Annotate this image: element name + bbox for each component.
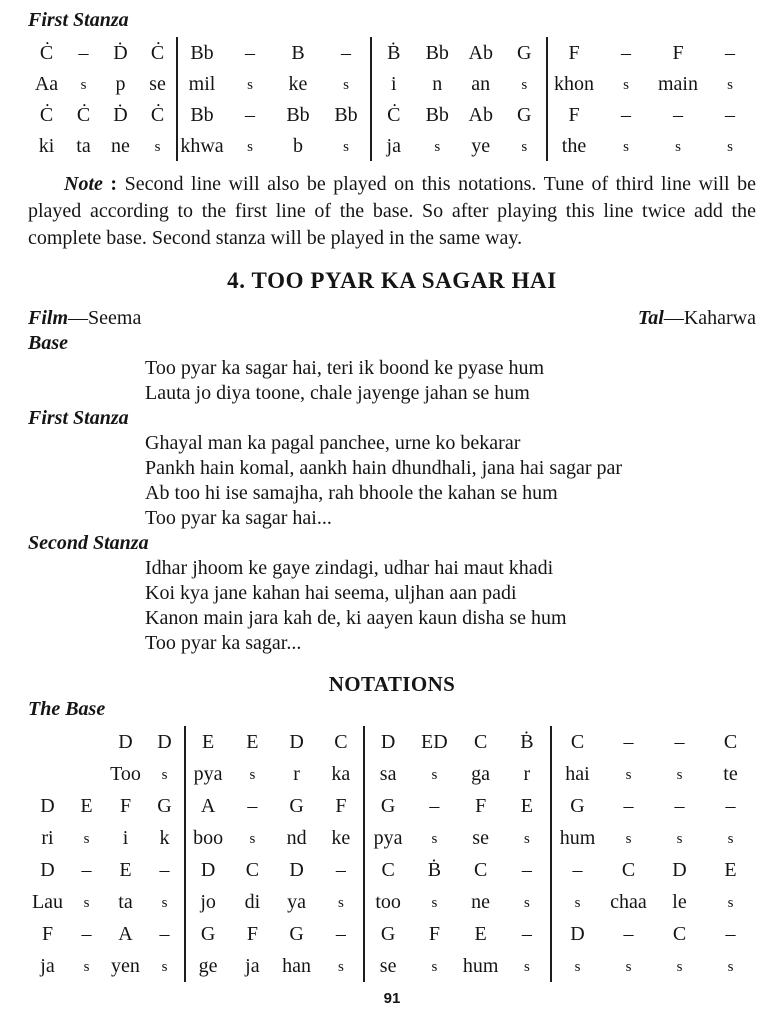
notes-row bbox=[372, 37, 546, 68]
lyric-cell: k bbox=[159, 827, 170, 849]
notes-row bbox=[28, 37, 176, 68]
lyric-cell: ke bbox=[288, 72, 308, 95]
notes-row bbox=[372, 99, 546, 130]
lyric-cell: nd bbox=[286, 827, 307, 849]
lyric-cell: s bbox=[161, 895, 168, 911]
note-cell: – bbox=[159, 859, 170, 881]
note-cell: C bbox=[334, 731, 348, 753]
note-cell: G bbox=[517, 41, 532, 64]
note-cell: D bbox=[672, 859, 687, 881]
lyric-cell: main bbox=[658, 72, 698, 95]
lyric-cell: ne bbox=[471, 891, 491, 913]
lyric-cell: s bbox=[431, 767, 438, 783]
lyrics-row bbox=[372, 68, 546, 99]
note-cell: – bbox=[623, 795, 634, 817]
note-cell: Ċ bbox=[76, 103, 91, 126]
lyric-cell: se bbox=[472, 827, 489, 849]
lyric-cell: s bbox=[249, 767, 256, 783]
lyric-cell: s bbox=[249, 831, 256, 847]
lyric-cell: s bbox=[431, 959, 438, 975]
tal-label: Tal bbox=[637, 307, 664, 329]
lyrics-row bbox=[186, 950, 363, 982]
lyric-cell: s bbox=[523, 959, 530, 975]
note-cell: D bbox=[118, 731, 133, 753]
note-cell: E bbox=[724, 859, 737, 881]
note-cell: Ḃ bbox=[427, 859, 442, 881]
lyrics-row bbox=[552, 950, 756, 982]
note-cell: Ḃ bbox=[387, 41, 401, 64]
lyric-cell: ri bbox=[41, 827, 54, 849]
lyrics-row bbox=[28, 886, 184, 918]
lyric-line: Pankh hain komal, aankh hain dhundhali, jana hai sagar par bbox=[145, 457, 623, 479]
note-cell: – bbox=[673, 103, 683, 126]
note-cell bbox=[28, 726, 67, 758]
measure-1 bbox=[28, 37, 178, 161]
lyric-cell bbox=[28, 758, 67, 790]
note-cell: – bbox=[674, 731, 685, 753]
measure-3 bbox=[365, 726, 552, 982]
film-tal-line bbox=[28, 306, 756, 331]
note-cell: C bbox=[621, 859, 636, 881]
lyrics-row bbox=[186, 886, 363, 918]
notes-row bbox=[186, 790, 363, 822]
note-cell: E bbox=[119, 859, 132, 881]
note-cell: Ċ bbox=[39, 41, 54, 64]
note-cell: Bb bbox=[190, 41, 214, 64]
lyric-cell: s bbox=[161, 767, 168, 783]
notes-row bbox=[28, 99, 176, 130]
lyric-cell: s bbox=[431, 895, 438, 911]
note-cell: F bbox=[428, 923, 440, 945]
lyric-cell: s bbox=[80, 76, 87, 93]
lyric-cell: s bbox=[523, 895, 530, 911]
lyric-cell: s bbox=[521, 76, 528, 93]
note-cell: G bbox=[289, 923, 304, 945]
note-cell: – bbox=[335, 859, 346, 881]
note-cell: – bbox=[247, 795, 258, 817]
lyric-cell: s bbox=[83, 831, 90, 847]
tal-info bbox=[638, 306, 756, 331]
note-cell: Ḋ bbox=[113, 41, 128, 64]
lyric-cell: khon bbox=[554, 72, 594, 95]
notations-heading: NOTATIONS bbox=[328, 672, 456, 696]
note-cell: – bbox=[674, 795, 685, 817]
lyric-cell: le bbox=[672, 891, 687, 913]
lyrics-row bbox=[365, 822, 550, 854]
lyric-cell: s bbox=[676, 767, 683, 783]
note-cell: G bbox=[517, 103, 532, 126]
lyric-cell: Too bbox=[110, 763, 141, 785]
note-cell bbox=[67, 726, 106, 758]
lyric-cell: s bbox=[247, 76, 253, 93]
lyric-cell: b bbox=[293, 134, 303, 157]
note-cell: – bbox=[623, 731, 634, 753]
note-cell: C bbox=[245, 859, 260, 881]
notes-row bbox=[178, 37, 370, 68]
note-label: Note : bbox=[64, 173, 125, 195]
lyric-cell: ga bbox=[471, 763, 491, 785]
measure-2 bbox=[186, 726, 365, 982]
base-notation-table bbox=[28, 726, 756, 982]
film-info bbox=[28, 306, 141, 331]
lyric-line: Koi kya jane kahan hai seema, uljhan aan padi bbox=[145, 582, 517, 604]
notes-row bbox=[552, 726, 756, 758]
note-cell: – bbox=[521, 923, 532, 945]
lyric-cell: hum bbox=[559, 827, 596, 849]
notes-row bbox=[552, 854, 756, 886]
note-cell: ED bbox=[421, 731, 448, 753]
note-cell: Ċ bbox=[150, 103, 165, 126]
note-cell: – bbox=[335, 923, 346, 945]
note-cell: – bbox=[245, 41, 255, 64]
notes-row bbox=[28, 854, 184, 886]
note-cell: F bbox=[246, 923, 258, 945]
note-cell: E bbox=[474, 923, 487, 945]
notes-row bbox=[28, 726, 184, 758]
notes-row bbox=[548, 99, 756, 130]
lyric-line: Too pyar ka sagar... bbox=[145, 632, 302, 654]
note-cell: E bbox=[246, 731, 259, 753]
lyric-cell: han bbox=[282, 955, 312, 977]
lyric-cell: s bbox=[83, 959, 90, 975]
lyric-cell: pya bbox=[193, 763, 223, 785]
first-stanza-notation-table bbox=[28, 37, 756, 161]
note-cell: – bbox=[78, 41, 89, 64]
tal-dash: — bbox=[663, 307, 684, 329]
lyric-cell: s bbox=[83, 895, 90, 911]
lyric-cell: ka bbox=[331, 763, 351, 785]
note-cell: Ab bbox=[468, 103, 493, 126]
first-stanza-lyrics bbox=[145, 431, 756, 531]
note-cell: F bbox=[119, 795, 132, 817]
lyrics-row bbox=[28, 68, 176, 99]
notes-row bbox=[365, 790, 550, 822]
lyric-cell: p bbox=[115, 72, 126, 95]
note-cell: F bbox=[41, 923, 54, 945]
lyric-cell: khwa bbox=[180, 134, 224, 157]
lyric-cell: s bbox=[431, 831, 438, 847]
note-text: Second line will also be played on this notations. Tune of third line will be played according to the first line of the base. So after playing this line twice add the complete base. Second stanza will be played in the same way. bbox=[28, 173, 756, 249]
second-stanza-heading: Second Stanza bbox=[28, 532, 149, 554]
lyric-cell: jo bbox=[200, 891, 216, 913]
lyrics-row bbox=[178, 130, 370, 161]
note-paragraph bbox=[28, 171, 756, 252]
lyrics-row bbox=[178, 68, 370, 99]
note-cell: Bb bbox=[190, 103, 214, 126]
note-cell: D bbox=[289, 859, 304, 881]
tal-value: Kaharwa bbox=[683, 307, 756, 329]
lyric-cell: an bbox=[471, 72, 491, 95]
lyric-cell: ya bbox=[287, 891, 307, 913]
note-cell: F bbox=[475, 795, 487, 817]
lyric-cell: s bbox=[727, 831, 734, 847]
lyric-cell: s bbox=[574, 895, 581, 911]
lyrics-row bbox=[548, 130, 756, 161]
film-value: Seema bbox=[88, 307, 142, 329]
note-cell: G bbox=[289, 795, 304, 817]
lyric-cell: s bbox=[625, 831, 632, 847]
lyric-line: Too pyar ka sagar hai... bbox=[145, 507, 332, 529]
lyric-line: Idhar jhoom ke gaye zindagi, udhar hai maut khadi bbox=[145, 557, 554, 579]
lyric-cell: se bbox=[379, 955, 397, 977]
note-cell: E bbox=[80, 795, 93, 817]
note-cell: – bbox=[725, 41, 735, 64]
lyric-cell: s bbox=[343, 138, 349, 155]
lyric-cell: s bbox=[337, 959, 344, 975]
measure-3 bbox=[372, 37, 548, 161]
notes-row bbox=[178, 99, 370, 130]
note-cell: G bbox=[200, 923, 216, 945]
lyric-cell: r bbox=[523, 763, 531, 785]
lyric-cell: ta bbox=[76, 134, 91, 157]
top-first-stanza-heading: First Stanza bbox=[28, 9, 129, 31]
note-cell: D bbox=[570, 923, 585, 945]
note-cell: – bbox=[725, 103, 735, 126]
lyric-cell: s bbox=[247, 138, 253, 155]
note-cell: A bbox=[200, 795, 216, 817]
note-cell: C bbox=[570, 731, 585, 753]
lyric-cell: s bbox=[727, 895, 734, 911]
lyric-cell: ge bbox=[198, 955, 218, 977]
note-cell: – bbox=[159, 923, 170, 945]
note-cell: D bbox=[40, 859, 55, 881]
lyric-cell: s bbox=[625, 959, 632, 975]
note-cell: G bbox=[380, 795, 396, 817]
lyrics-row bbox=[372, 130, 546, 161]
note-cell: – bbox=[572, 859, 583, 881]
lyric-line: Ghayal man ka pagal panchee, urne ko bekarar bbox=[145, 432, 521, 454]
lyric-cell: s bbox=[727, 76, 733, 93]
lyrics-row bbox=[365, 758, 550, 790]
note-cell: – bbox=[621, 103, 631, 126]
notes-row bbox=[365, 854, 550, 886]
lyric-cell: te bbox=[723, 763, 738, 785]
note-cell: Ċ bbox=[39, 103, 54, 126]
note-cell: C bbox=[723, 731, 738, 753]
lyric-cell: di bbox=[244, 891, 261, 913]
note-cell: C bbox=[473, 731, 488, 753]
note-cell: C bbox=[672, 923, 687, 945]
lyric-cell: hum bbox=[462, 955, 499, 977]
note-cell: Ċ bbox=[150, 41, 165, 64]
lyrics-row bbox=[552, 886, 756, 918]
lyric-cell: s bbox=[337, 895, 344, 911]
lyric-cell: s bbox=[623, 76, 629, 93]
second-stanza-lyrics bbox=[145, 556, 756, 656]
note-cell: G bbox=[157, 795, 172, 817]
note-cell: – bbox=[623, 923, 634, 945]
note-cell: C bbox=[381, 859, 395, 881]
lyrics-row bbox=[186, 822, 363, 854]
measure-4 bbox=[548, 37, 756, 161]
song-title: 4. TOO PYAR KA SAGAR HAI bbox=[227, 268, 557, 293]
notes-row bbox=[365, 726, 550, 758]
measure-4 bbox=[552, 726, 756, 982]
note-cell: Bb bbox=[286, 103, 310, 126]
note-cell: A bbox=[118, 923, 133, 945]
lyric-cell: s bbox=[523, 831, 530, 847]
note-cell: Ab bbox=[468, 41, 493, 64]
notes-row bbox=[186, 726, 363, 758]
note-cell: – bbox=[725, 923, 736, 945]
lyrics-row bbox=[28, 950, 184, 982]
lyric-cell: s bbox=[676, 831, 683, 847]
lyric-cell: boo bbox=[193, 827, 224, 849]
first-stanza-heading: First Stanza bbox=[28, 407, 129, 429]
lyric-cell bbox=[67, 758, 106, 790]
note-cell: – bbox=[245, 103, 255, 126]
note-cell: G bbox=[570, 795, 585, 817]
lyric-line: Ab too hi ise samajha, rah bhoole the kahan se hum bbox=[145, 482, 558, 504]
lyric-cell: hai bbox=[565, 763, 590, 785]
notes-row bbox=[365, 918, 550, 950]
lyric-cell: ke bbox=[331, 827, 351, 849]
note-cell: Bb bbox=[425, 103, 449, 126]
lyric-cell: s bbox=[154, 138, 161, 155]
lyric-cell: mil bbox=[188, 72, 216, 95]
lyric-cell: too bbox=[375, 891, 401, 913]
lyrics-row bbox=[186, 758, 363, 790]
note-cell: Ċ bbox=[387, 103, 401, 126]
lyrics-row bbox=[365, 950, 550, 982]
lyrics-row bbox=[28, 822, 184, 854]
lyrics-row bbox=[548, 68, 756, 99]
note-cell: – bbox=[81, 923, 92, 945]
note-cell: D bbox=[380, 731, 396, 753]
lyric-cell: se bbox=[149, 72, 166, 95]
lyric-line: Kanon main jara kah de, ki aayen kaun disha se hum bbox=[145, 607, 567, 629]
note-cell: – bbox=[621, 41, 631, 64]
lyric-cell: ja bbox=[386, 134, 401, 157]
lyric-line: Too pyar ka sagar hai, teri ik boond ke pyase hum bbox=[145, 357, 545, 379]
note-cell: F bbox=[672, 41, 684, 64]
lyric-cell: s bbox=[675, 138, 681, 155]
lyric-cell: ne bbox=[111, 134, 130, 157]
lyrics-row bbox=[552, 758, 756, 790]
note-cell: G bbox=[380, 923, 396, 945]
note-cell: Bb bbox=[425, 41, 449, 64]
notes-row bbox=[552, 790, 756, 822]
notes-row bbox=[552, 918, 756, 950]
note-cell: – bbox=[725, 795, 736, 817]
the-base-heading: The Base bbox=[28, 698, 106, 720]
measure-1 bbox=[28, 726, 186, 982]
page-number: 91 bbox=[383, 990, 401, 1007]
note-cell: – bbox=[521, 859, 532, 881]
lyric-cell: s bbox=[434, 138, 441, 155]
note-cell: Ḋ bbox=[113, 103, 128, 126]
note-cell: D bbox=[200, 859, 216, 881]
lyric-cell: s bbox=[343, 76, 349, 93]
note-cell: Bb bbox=[334, 103, 358, 126]
note-cell: Ḃ bbox=[520, 731, 534, 753]
lyric-cell: Aa bbox=[34, 72, 59, 95]
film-dash: — bbox=[68, 307, 89, 329]
lyric-cell: s bbox=[161, 959, 168, 975]
note-cell: E bbox=[520, 795, 533, 817]
lyric-cell: s bbox=[623, 138, 629, 155]
lyric-cell: pya bbox=[373, 827, 403, 849]
note-cell: E bbox=[202, 731, 215, 753]
lyric-cell: i bbox=[390, 72, 397, 95]
base-lyrics bbox=[145, 356, 756, 406]
note-cell: F bbox=[335, 795, 347, 817]
lyric-cell: n bbox=[432, 72, 443, 95]
lyrics-row bbox=[28, 130, 176, 161]
lyric-cell: ja bbox=[245, 955, 260, 977]
lyric-cell: sa bbox=[379, 763, 397, 785]
film-label: Film bbox=[28, 307, 69, 329]
notes-row bbox=[28, 918, 184, 950]
note-cell: D bbox=[157, 731, 172, 753]
lyric-cell: s bbox=[574, 959, 581, 975]
notes-row bbox=[28, 790, 184, 822]
lyric-cell: s bbox=[521, 138, 528, 155]
note-cell: – bbox=[81, 859, 92, 881]
lyric-cell: s bbox=[625, 767, 632, 783]
note-cell: – bbox=[341, 41, 351, 64]
notes-row bbox=[548, 37, 756, 68]
note-cell: D bbox=[289, 731, 304, 753]
measure-2 bbox=[178, 37, 372, 161]
lyric-cell: ki bbox=[38, 134, 55, 157]
lyric-cell: Lau bbox=[31, 891, 64, 913]
lyric-cell: ja bbox=[40, 955, 55, 977]
lyric-cell: yen bbox=[111, 955, 140, 977]
lyrics-row bbox=[552, 822, 756, 854]
note-cell: F bbox=[568, 103, 580, 126]
notes-row bbox=[186, 918, 363, 950]
lyric-cell: the bbox=[561, 134, 587, 157]
note-cell: B bbox=[291, 41, 305, 64]
lyric-line: Lauta jo diya toone, chale jayenge jahan se hum bbox=[145, 382, 530, 404]
note-cell: – bbox=[429, 795, 440, 817]
lyric-cell: s bbox=[676, 959, 683, 975]
note-cell: F bbox=[568, 41, 580, 64]
lyric-cell: r bbox=[293, 763, 300, 785]
note-cell: D bbox=[40, 795, 55, 817]
lyric-cell: ta bbox=[118, 891, 133, 913]
note-cell: C bbox=[473, 859, 488, 881]
lyric-cell: s bbox=[727, 138, 733, 155]
notes-row bbox=[186, 854, 363, 886]
lyric-cell: chaa bbox=[610, 891, 647, 913]
lyrics-row bbox=[365, 886, 550, 918]
base-heading: Base bbox=[28, 332, 68, 354]
lyrics-row bbox=[28, 758, 184, 790]
lyric-cell: i bbox=[122, 827, 129, 849]
lyric-cell: s bbox=[727, 959, 734, 975]
lyric-cell: ye bbox=[471, 134, 491, 157]
